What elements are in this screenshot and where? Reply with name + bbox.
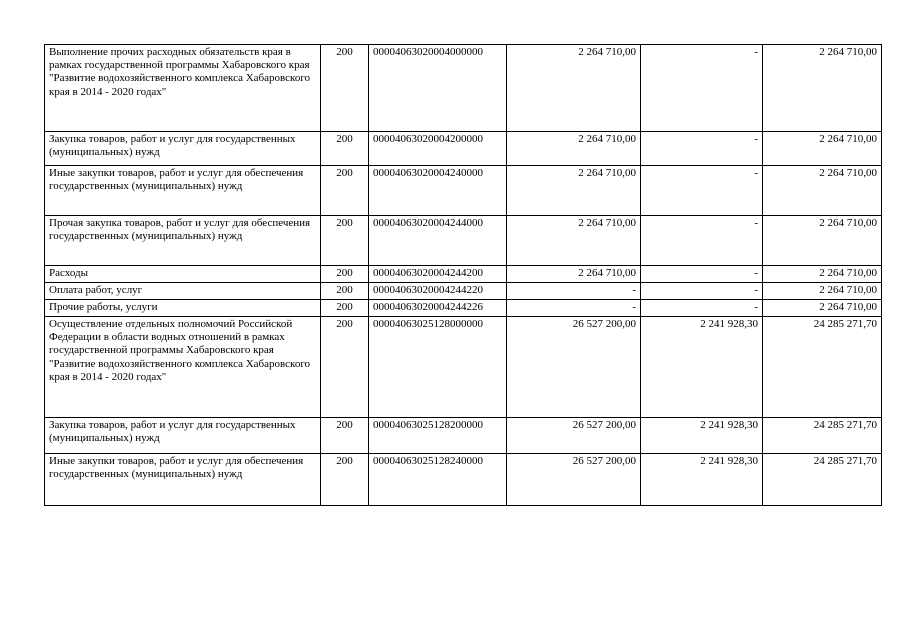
remaining-amount-cell: 2 264 710,00 xyxy=(763,300,882,317)
table-row xyxy=(45,166,882,216)
table-row xyxy=(45,317,882,418)
classification-code-cell: 00004063025128000000 xyxy=(369,317,507,418)
line-code-cell: 200 xyxy=(321,132,369,166)
approved-amount-cell: 26 527 200,00 xyxy=(507,317,641,418)
row-name-cell: Расходы xyxy=(45,266,321,283)
remaining-amount-cell: 24 285 271,70 xyxy=(763,454,882,506)
row-name-cell: Прочая закупка товаров, работ и услуг для обеспечения государственных (муниципальных) нужд xyxy=(45,216,321,266)
executed-amount-cell: - xyxy=(641,283,763,300)
classification-code-cell: 00004063020004200000 xyxy=(369,132,507,166)
table-row xyxy=(45,132,882,166)
row-name-cell: Осуществление отдельных полномочий Российской Федерации в области водных отношений в рамках государственной программы Хабаровского края "Развитие водохозяйственного комплекса Хабаровского края в 2014 - 2020 годах" xyxy=(45,317,321,418)
row-name-cell: Прочие работы, услуги xyxy=(45,300,321,317)
row-name-cell: Закупка товаров, работ и услуг для государственных (муниципальных) нужд xyxy=(45,132,321,166)
line-code-cell: 200 xyxy=(321,216,369,266)
row-name-cell: Выполнение прочих расходных обязательств края в рамках государственной программы Хабаровского края "Развитие водохозяйственного комплекса Хабаровского края в 2014 - 2020 годах" xyxy=(45,45,321,132)
table-row xyxy=(45,454,882,506)
remaining-amount-cell: 24 285 271,70 xyxy=(763,418,882,454)
line-code-cell: 200 xyxy=(321,317,369,418)
line-code-cell: 200 xyxy=(321,300,369,317)
executed-amount-cell: 2 241 928,30 xyxy=(641,418,763,454)
classification-code-cell: 00004063025128200000 xyxy=(369,418,507,454)
table-row xyxy=(45,266,882,283)
classification-code-cell: 00004063025128240000 xyxy=(369,454,507,506)
line-code-cell: 200 xyxy=(321,418,369,454)
executed-amount-cell: - xyxy=(641,166,763,216)
remaining-amount-cell: 2 264 710,00 xyxy=(763,45,882,132)
executed-amount-cell: - xyxy=(641,45,763,132)
classification-code-cell: 00004063020004244220 xyxy=(369,283,507,300)
approved-amount-cell: 2 264 710,00 xyxy=(507,266,641,283)
line-code-cell: 200 xyxy=(321,166,369,216)
executed-amount-cell: - xyxy=(641,216,763,266)
approved-amount-cell: 26 527 200,00 xyxy=(507,418,641,454)
executed-amount-cell: - xyxy=(641,132,763,166)
remaining-amount-cell: 2 264 710,00 xyxy=(763,132,882,166)
row-name-cell: Иные закупки товаров, работ и услуг для обеспечения государственных (муниципальных) нужд xyxy=(45,454,321,506)
executed-amount-cell: 2 241 928,30 xyxy=(641,454,763,506)
approved-amount-cell: - xyxy=(507,300,641,317)
budget-execution-table xyxy=(44,44,882,506)
approved-amount-cell: 2 264 710,00 xyxy=(507,45,641,132)
remaining-amount-cell: 2 264 710,00 xyxy=(763,166,882,216)
classification-code-cell: 00004063020004244226 xyxy=(369,300,507,317)
table-row xyxy=(45,283,882,300)
approved-amount-cell: - xyxy=(507,283,641,300)
approved-amount-cell: 2 264 710,00 xyxy=(507,132,641,166)
approved-amount-cell: 26 527 200,00 xyxy=(507,454,641,506)
classification-code-cell: 00004063020004240000 xyxy=(369,166,507,216)
row-name-cell: Оплата работ, услуг xyxy=(45,283,321,300)
table-row xyxy=(45,45,882,132)
row-name-cell: Иные закупки товаров, работ и услуг для обеспечения государственных (муниципальных) нужд xyxy=(45,166,321,216)
approved-amount-cell: 2 264 710,00 xyxy=(507,216,641,266)
table-row xyxy=(45,300,882,317)
remaining-amount-cell: 24 285 271,70 xyxy=(763,317,882,418)
executed-amount-cell: - xyxy=(641,300,763,317)
executed-amount-cell: - xyxy=(641,266,763,283)
executed-amount-cell: 2 241 928,30 xyxy=(641,317,763,418)
classification-code-cell: 00004063020004000000 xyxy=(369,45,507,132)
classification-code-cell: 00004063020004244000 xyxy=(369,216,507,266)
remaining-amount-cell: 2 264 710,00 xyxy=(763,266,882,283)
line-code-cell: 200 xyxy=(321,283,369,300)
table-row xyxy=(45,216,882,266)
approved-amount-cell: 2 264 710,00 xyxy=(507,166,641,216)
line-code-cell: 200 xyxy=(321,266,369,283)
classification-code-cell: 00004063020004244200 xyxy=(369,266,507,283)
remaining-amount-cell: 2 264 710,00 xyxy=(763,216,882,266)
table-row xyxy=(45,418,882,454)
line-code-cell: 200 xyxy=(321,45,369,132)
line-code-cell: 200 xyxy=(321,454,369,506)
remaining-amount-cell: 2 264 710,00 xyxy=(763,283,882,300)
row-name-cell: Закупка товаров, работ и услуг для государственных (муниципальных) нужд xyxy=(45,418,321,454)
